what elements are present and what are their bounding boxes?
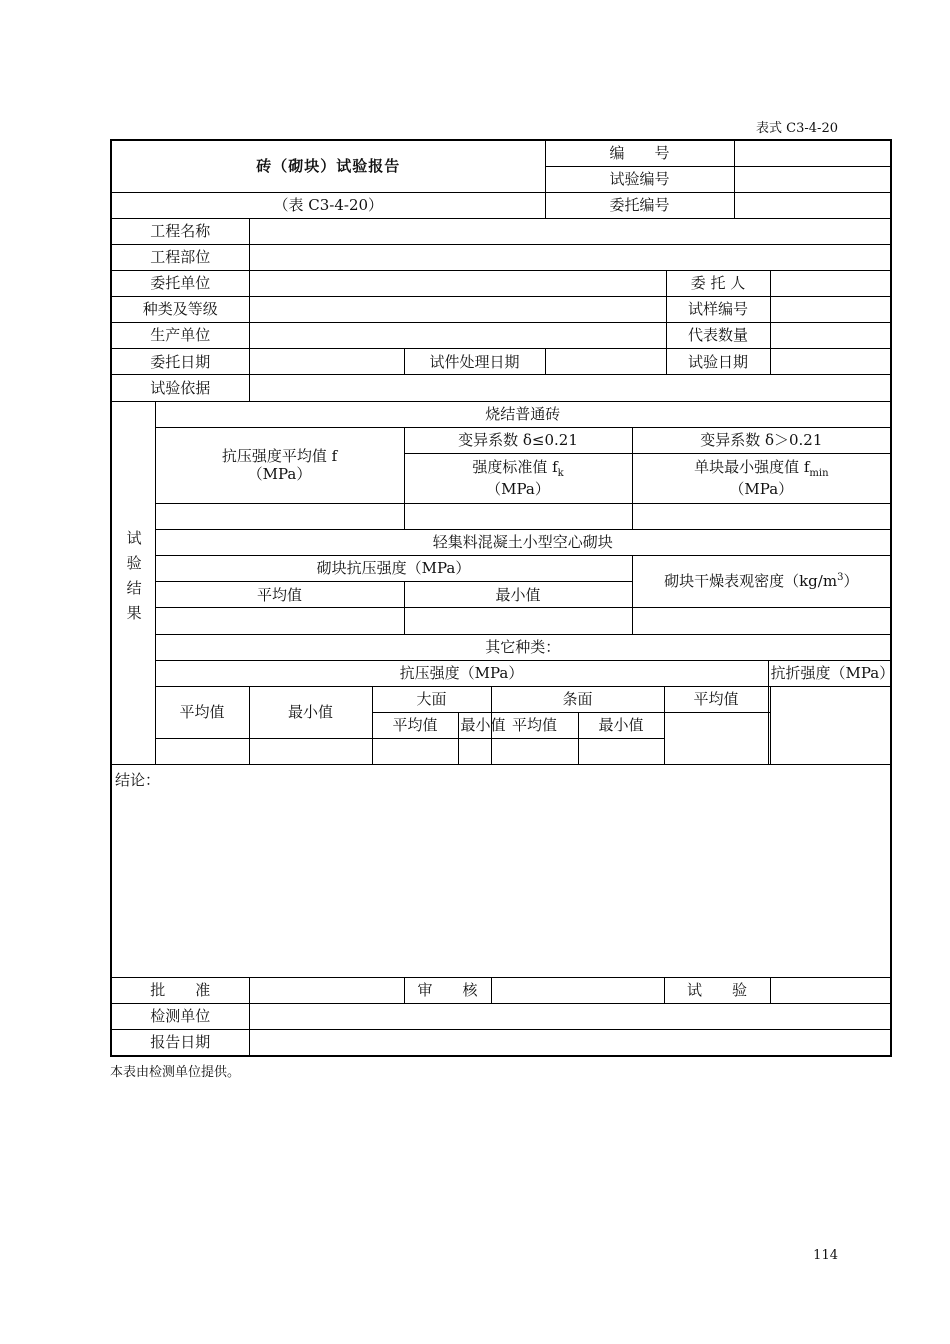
- strip-face-avg-header: 平均值: [491, 712, 578, 738]
- min-strength-header: 单块最小强度值 $f_{min}$ （MPa）: [632, 453, 891, 503]
- field-specimen-date[interactable]: [545, 349, 666, 375]
- field-representative-qty[interactable]: [770, 323, 891, 349]
- field-manufacturer[interactable]: [249, 323, 666, 349]
- label-project-location: 工程部位: [111, 244, 249, 270]
- large-face-min-header: 最小值: [458, 712, 491, 738]
- brick-test-report-form: [110, 139, 895, 1057]
- report-subtitle: （表 C3-4-20）: [111, 192, 545, 218]
- field-approve[interactable]: [249, 978, 404, 1004]
- field-test-basis[interactable]: [249, 375, 891, 401]
- conclusion-area[interactable]: [111, 765, 891, 978]
- field-large-face-min[interactable]: [458, 739, 491, 765]
- block-dry-density-header: 砌块干燥表观密度$(kg/m^3)$: [632, 556, 891, 608]
- form-code: 表式 C3-4-20: [756, 121, 838, 136]
- block-compressive-strength-header: 砌块抗压强度（MPa）: [155, 556, 632, 582]
- field-block-avg[interactable]: [155, 608, 404, 634]
- report-title: 砖（砌块）试验报告: [111, 140, 545, 192]
- field-block-min[interactable]: [404, 608, 632, 634]
- page-number: 114: [813, 1248, 838, 1263]
- conclusion-label: 结论：: [115, 771, 161, 790]
- label-client-person: 委 托 人: [666, 271, 770, 297]
- label-report-date: 报告日期: [111, 1030, 249, 1056]
- field-project-name[interactable]: [249, 218, 891, 244]
- field-block-dry-density[interactable]: [632, 608, 891, 634]
- large-face-header: 大面: [372, 686, 491, 712]
- field-test-unit[interactable]: [249, 1004, 891, 1030]
- label-representative-qty: 代表数量: [666, 323, 770, 349]
- field-commission-date[interactable]: [249, 349, 404, 375]
- label-type-grade: 种类及等级: [111, 297, 249, 323]
- large-face-avg-header: 平均值: [372, 712, 458, 738]
- label-test-basis: 试验依据: [111, 375, 249, 401]
- field-other-min[interactable]: [249, 739, 372, 765]
- label-commission-date: 委托日期: [111, 349, 249, 375]
- flexural-min-header: [768, 686, 770, 712]
- field-test-date[interactable]: [770, 349, 891, 375]
- field-type-grade[interactable]: [249, 297, 666, 323]
- strip-face-min-header: 最小值: [578, 712, 664, 738]
- other-flexural-header: 抗折强度（MPa）: [768, 660, 891, 686]
- label-manufacturer: 生产单位: [111, 323, 249, 349]
- field-client-unit[interactable]: [249, 271, 666, 297]
- block-min-header: 最小值: [404, 582, 632, 608]
- label-test-unit: 检测单位: [111, 1004, 249, 1030]
- label-sample-number: 试样编号: [666, 297, 770, 323]
- field-strip-face-avg[interactable]: [491, 739, 578, 765]
- cv-high-header: 变异系数 δ＞0.21: [632, 427, 891, 453]
- flexural-avg-header: 平均值: [664, 686, 768, 712]
- field-min-strength[interactable]: [632, 504, 891, 530]
- field-flexural-min[interactable]: [768, 712, 770, 764]
- other-compressive-header: 抗压强度（MPa）: [155, 660, 768, 686]
- sintered-brick-heading: 烧结普通砖: [155, 401, 891, 427]
- label-review: 审 核: [404, 978, 491, 1004]
- other-types-heading: 其它种类：: [155, 634, 891, 660]
- label-approve: 批 准: [111, 978, 249, 1004]
- field-sample-number[interactable]: [770, 297, 891, 323]
- label-project-name: 工程名称: [111, 218, 249, 244]
- field-test[interactable]: [770, 978, 891, 1004]
- label-test-number: 试验编号: [545, 166, 734, 192]
- footnote: 本表由检测单位提供。: [110, 1065, 241, 1080]
- label-number: 编 号: [545, 140, 734, 166]
- other-avg-header: 平均值: [155, 686, 249, 738]
- field-project-location[interactable]: [249, 244, 891, 270]
- label-test-date: 试验日期: [666, 349, 770, 375]
- field-flexural-avg[interactable]: [664, 712, 768, 764]
- cv-low-header: 变异系数 δ≤0.21: [404, 427, 632, 453]
- label-test: 试 验: [664, 978, 770, 1004]
- other-min-header: 最小值: [249, 686, 372, 738]
- field-other-avg[interactable]: [155, 739, 249, 765]
- field-avg-compressive-strength[interactable]: [155, 504, 404, 530]
- field-strip-face-min[interactable]: [578, 739, 664, 765]
- field-std-strength[interactable]: [404, 504, 632, 530]
- field-report-date[interactable]: [249, 1030, 891, 1056]
- field-number[interactable]: [734, 140, 891, 166]
- field-commission-number[interactable]: [734, 192, 891, 218]
- field-client-person[interactable]: [770, 271, 891, 297]
- field-test-number[interactable]: [734, 166, 891, 192]
- avg-compressive-strength-header: 抗压强度平均值 f （MPa）: [155, 427, 404, 503]
- std-strength-header: 强度标准值 $f_k$ （MPa）: [404, 453, 632, 503]
- field-large-face-avg[interactable]: [372, 739, 458, 765]
- lightweight-block-heading: 轻集料混凝土小型空心砌块: [155, 530, 891, 556]
- label-client-unit: 委托单位: [111, 271, 249, 297]
- field-review[interactable]: [491, 978, 664, 1004]
- label-specimen-date: 试件处理日期: [404, 349, 545, 375]
- strip-face-header: 条面: [491, 686, 664, 712]
- label-commission-number: 委托编号: [545, 192, 734, 218]
- test-results-label: 试验结果: [111, 401, 155, 765]
- block-avg-header: 平均值: [155, 582, 404, 608]
